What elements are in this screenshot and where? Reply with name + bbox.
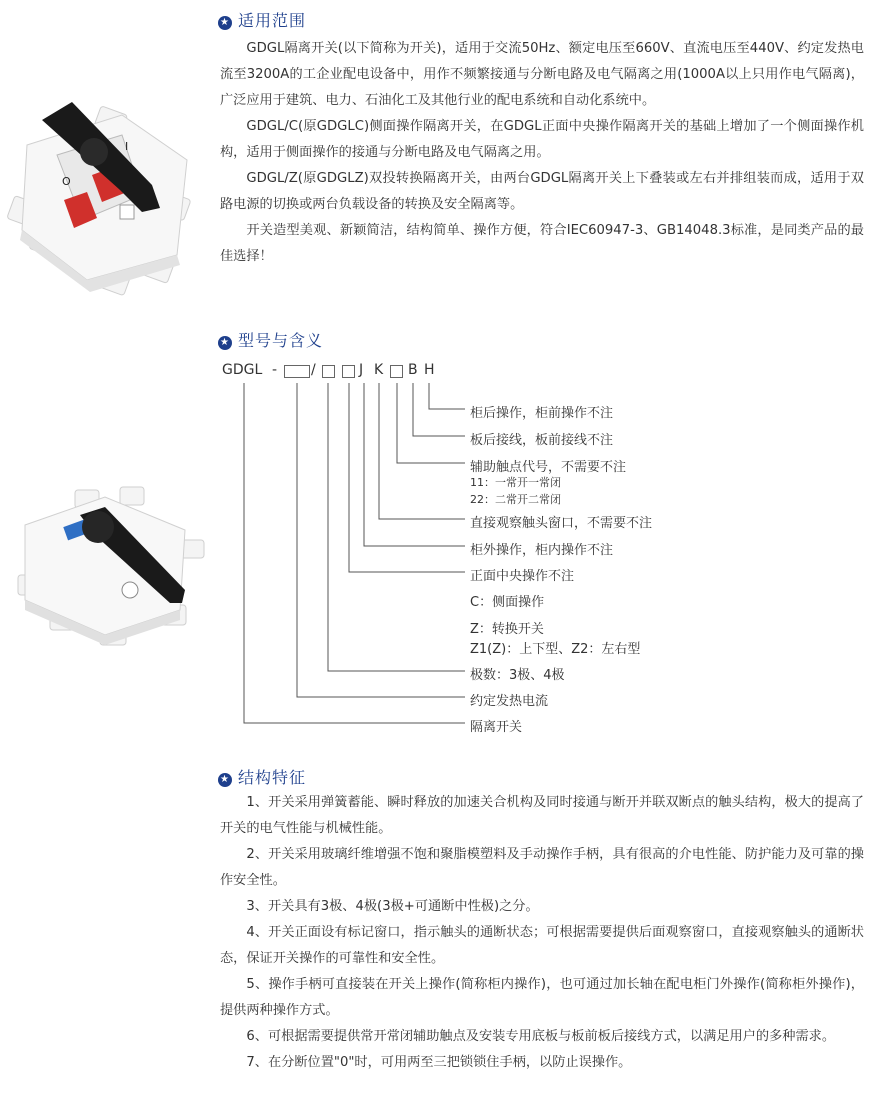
- model-prefix: GDGL: [222, 362, 263, 378]
- section-title-model: ★ 型号与含义: [218, 328, 323, 351]
- meaning-aux-22: 22：二常开二常闭: [470, 493, 561, 506]
- meaning-rear-operation: 柜后操作，柜前操作不注: [470, 406, 614, 421]
- section-title-scope: ★ 适用范围: [218, 8, 306, 31]
- label-off: O: [62, 175, 71, 188]
- model-b: B: [408, 362, 418, 378]
- scope-paragraph: GDGL隔离开关(以下简称为开关)，适用于交流50Hz、额定电压至660V、直流电压至440V、约定发热电流至3200A的工企业配电设备中，用作不频繁接通与分断电路及电气隔离之用(1000A以上只用作电气隔离)，广泛应用于建筑、电力、石油化工及其他行业的配电系统和自动化系统中。: [220, 41, 864, 108]
- model-h: H: [424, 362, 435, 378]
- meaning-window: 直接观察触头窗口，不需要不注: [470, 516, 653, 531]
- meaning-aux-contact: 辅助触点代号，不需要不注: [470, 460, 627, 475]
- section-title-structure: ★ 结构特征: [218, 765, 306, 788]
- meaning-rear-wiring: 板后接线，板前接线不注: [470, 433, 614, 448]
- meaning-front-center: 正面中央操作不注: [470, 569, 575, 584]
- meaning-transfer-types: Z1(Z)：上下型、Z2：左右型: [470, 642, 641, 657]
- model-slash: /: [311, 362, 316, 378]
- structure-text: [220, 790, 864, 1076]
- star-icon: ★: [218, 336, 232, 350]
- label-on: I: [125, 140, 129, 153]
- meaning-poles: 极数：3极、4极: [470, 668, 565, 683]
- meaning-isolator: 隔离开关: [470, 720, 523, 735]
- model-j: J: [359, 362, 364, 378]
- model-dash: -: [272, 362, 278, 378]
- meaning-outside-operation: 柜外操作，柜内操作不注: [470, 543, 614, 558]
- star-icon: ★: [218, 773, 232, 787]
- meaning-aux-11: 11：一常开一常闭: [470, 476, 561, 489]
- meaning-current: 约定发热电流: [470, 694, 549, 709]
- structure-paragraph: 3、开关具有3极、4极(3极+可通断中性极)之分。: [246, 899, 539, 914]
- model-k: K: [374, 362, 384, 378]
- structure-paragraph: 2、开关采用玻璃纤维增强不饱和聚脂模塑料及手动操作手柄，具有很高的介电性能、防护能力及可靠的操作安全性。: [220, 847, 864, 888]
- structure-paragraph: 5、操作手柄可直接装在开关上操作(简称柜内操作)，也可通过加长轴在配电柜门外操作(简称柜外操作)，提供两种操作方式。: [220, 977, 864, 1018]
- scope-paragraph: GDGL/C(原GDGLC)侧面操作隔离开关，在GDGL正面中央操作隔离开关的基础上增加了一个侧面操作机构，适用于侧面操作的接通与分断电路及电气隔离之用。: [220, 119, 864, 160]
- scope-paragraph: GDGL/Z(原GDGLZ)双投转换隔离开关，由两台GDGL隔离开关上下叠装或左右并排组装而成，适用于双路电源的切换或两台负载设备的转换及安全隔离等。: [220, 171, 864, 212]
- star-icon: ★: [218, 16, 232, 30]
- structure-paragraph: 1、开关采用弹簧蓄能、瞬时释放的加速关合机构及同时接通与断开并联双断点的触头结构，极大的提高了开关的电气性能与机械性能。: [220, 795, 864, 836]
- meaning-side-operation: C：侧面操作: [470, 595, 545, 610]
- meaning-transfer-switch: Z：转换开关: [470, 622, 544, 637]
- structure-paragraph: 7、在分断位置"0"时，可用两至三把锁锁住手柄，以防止误操作。: [246, 1055, 632, 1070]
- structure-paragraph: 4、开关正面设有标记窗口，指示触头的通断状态；可根据需要提供后面观察窗口，直接观察触头的通断状态，保证开关操作的可靠性和安全性。: [220, 925, 864, 966]
- scope-paragraph: 开关造型美观、新颖简洁，结构简单、操作方便，符合IEC60947-3、GB14048.3标准，是同类产品的最佳选择！: [220, 223, 864, 264]
- structure-paragraph: 6、可根据需要提供常开常闭辅助触点及安装专用底板与板前板后接线方式，以满足用户的多种需求。: [246, 1029, 836, 1044]
